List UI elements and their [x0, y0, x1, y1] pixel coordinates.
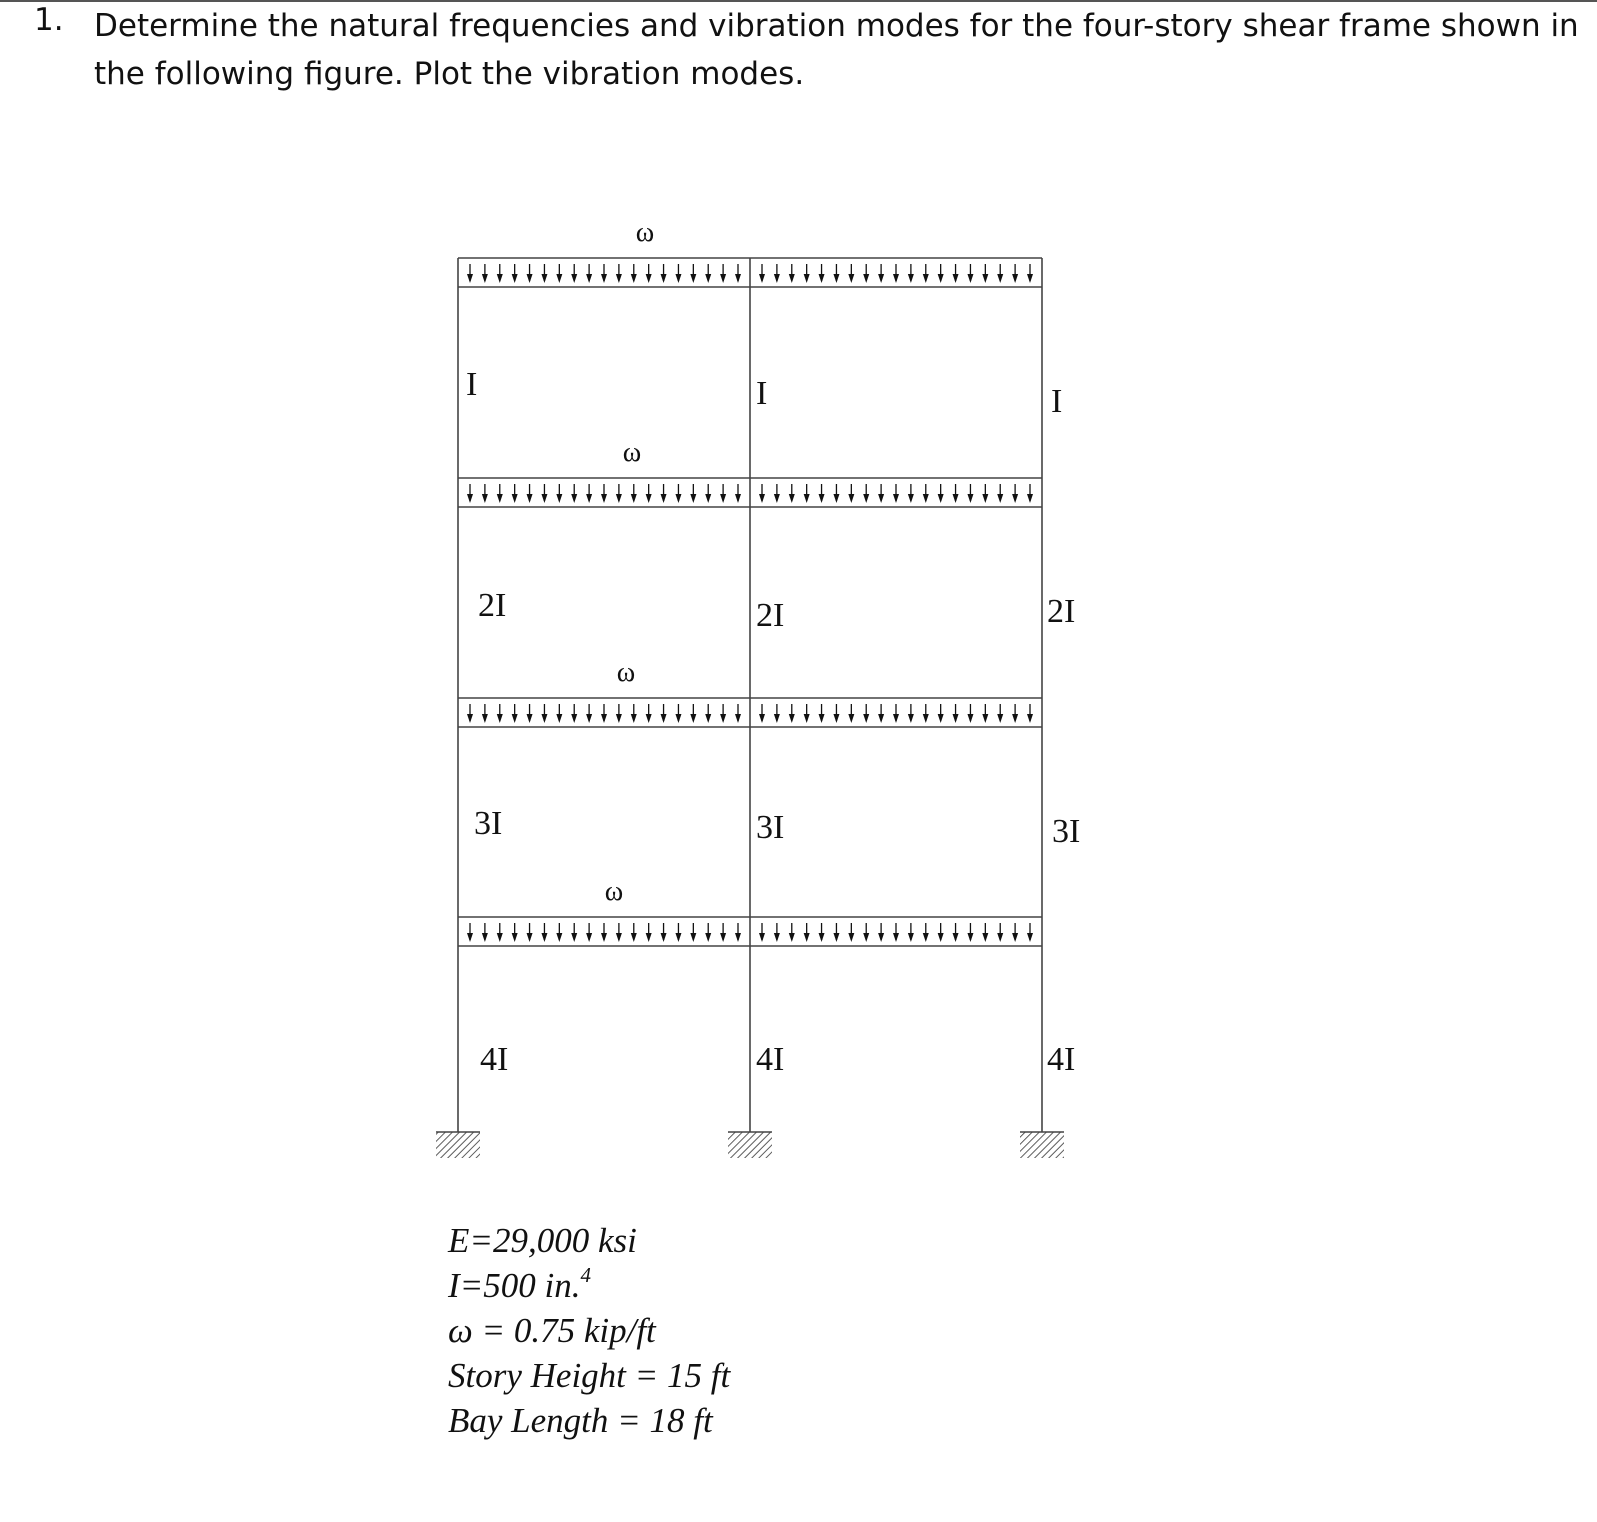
columns — [458, 258, 1042, 1132]
load-arrow-head — [646, 274, 652, 283]
load-arrow-head — [512, 933, 518, 942]
load-arrow-head — [863, 274, 869, 283]
load-arrow-head — [893, 714, 899, 723]
column-label-story-1-col-1: 4I — [480, 1041, 509, 1078]
load-arrow-head — [893, 933, 899, 942]
load-arrow-head — [938, 494, 944, 503]
load-arrow-head — [953, 274, 959, 283]
load-arrow-head — [893, 274, 899, 283]
load-arrow-head — [512, 274, 518, 283]
load-arrow-head — [878, 494, 884, 503]
load-arrow-head — [616, 933, 622, 942]
load-arrow-head — [527, 494, 533, 503]
load-arrow-head — [982, 714, 988, 723]
load-arrow-head — [541, 274, 547, 283]
load-arrow-head — [848, 274, 854, 283]
load-arrow-head — [616, 714, 622, 723]
load-arrow-head — [467, 494, 473, 503]
fixed-support-hatch-2 — [728, 1132, 772, 1158]
load-arrow-head — [878, 274, 884, 283]
property-bay-length: Bay Length = 18 ft — [448, 1401, 713, 1440]
column-label-story-3-col-1: 2I — [478, 587, 507, 624]
load-arrow-head — [863, 933, 869, 942]
load-arrow-head — [586, 274, 592, 283]
load-arrow-head — [541, 933, 547, 942]
load-arrow-head — [601, 714, 607, 723]
load-arrow-head — [705, 714, 711, 723]
load-arrow-head — [586, 714, 592, 723]
column-label-story-4-col-3: I — [1051, 383, 1063, 420]
load-arrow-head — [690, 933, 696, 942]
load-symbol-omega-2: ω — [622, 437, 642, 468]
load-arrow-head — [997, 274, 1003, 283]
load-arrow-head — [1027, 933, 1033, 942]
load-arrow-head — [759, 933, 765, 942]
load-arrow-head — [675, 714, 681, 723]
property-story-height: Story Height = 15 ft — [448, 1356, 731, 1395]
load-arrow-head — [527, 714, 533, 723]
load-arrow-head — [705, 494, 711, 503]
load-arrow-head — [571, 714, 577, 723]
load-arrow-head — [482, 933, 488, 942]
load-arrow-head — [819, 274, 825, 283]
load-arrow-head — [571, 274, 577, 283]
load-arrow-head — [497, 274, 503, 283]
load-arrow-head — [661, 714, 667, 723]
load-arrow-head — [923, 714, 929, 723]
load-arrow-head — [759, 494, 765, 503]
load-symbol-omega-3: ω — [616, 657, 636, 688]
load-arrow-head — [601, 494, 607, 503]
load-arrow-head — [720, 933, 726, 942]
load-arrow-head — [527, 933, 533, 942]
property-E: E=29,000 ksi — [448, 1221, 637, 1260]
property-I-exponent: 4 — [580, 1263, 591, 1287]
load-arrow-head — [705, 274, 711, 283]
load-arrow-head — [908, 933, 914, 942]
load-arrow-head — [541, 494, 547, 503]
load-arrow-head — [878, 714, 884, 723]
load-arrow-head — [967, 494, 973, 503]
load-arrow-head — [720, 494, 726, 503]
load-arrow-head — [804, 274, 810, 283]
load-arrow-head — [690, 274, 696, 283]
load-symbol-omega-4: ω — [604, 876, 624, 907]
question-line-2: the following figure. Plot the vibration modes. — [94, 56, 805, 92]
load-arrow-head — [863, 714, 869, 723]
load-arrow-head — [720, 714, 726, 723]
load-arrow-head — [923, 494, 929, 503]
load-arrow-head — [1012, 274, 1018, 283]
load-arrow-head — [953, 494, 959, 503]
load-arrow-head — [1027, 494, 1033, 503]
load-arrow-head — [705, 933, 711, 942]
load-arrow-head — [774, 933, 780, 942]
property-I-main: I=500 in. — [448, 1266, 581, 1305]
load-arrow-head — [908, 274, 914, 283]
property-I — [448, 1263, 730, 1308]
load-symbol-omega-1: ω — [635, 217, 655, 248]
column-label-story-1-col-2: 4I — [756, 1041, 785, 1078]
question-line-1: Determine the natural frequencies and vibration modes for the four-story shear frame shown in — [94, 8, 1579, 44]
load-arrow-head — [774, 274, 780, 283]
load-arrow-head — [759, 714, 765, 723]
load-arrow-head — [482, 494, 488, 503]
load-arrow-head — [556, 274, 562, 283]
load-arrow-head — [467, 274, 473, 283]
load-arrow-head — [735, 933, 741, 942]
load-arrow-head — [848, 714, 854, 723]
diagram-labels — [466, 217, 1080, 1078]
load-arrow-head — [804, 933, 810, 942]
load-arrow-head — [893, 494, 899, 503]
column-label-story-2-col-3: 3I — [1052, 813, 1081, 850]
load-arrow-head — [661, 494, 667, 503]
load-arrow-head — [789, 274, 795, 283]
load-arrow-head — [759, 274, 765, 283]
fixed-support-hatch-3 — [1020, 1132, 1064, 1158]
load-arrow-head — [804, 494, 810, 503]
load-arrow-head — [833, 494, 839, 503]
load-arrow-head — [735, 274, 741, 283]
load-arrow-head — [908, 494, 914, 503]
load-arrow-head — [631, 933, 637, 942]
load-arrow-head — [675, 494, 681, 503]
load-arrow-head — [556, 714, 562, 723]
load-arrow-head — [833, 714, 839, 723]
load-arrow-head — [908, 714, 914, 723]
load-arrow-head — [527, 274, 533, 283]
load-arrow-head — [1012, 714, 1018, 723]
load-arrow-head — [512, 494, 518, 503]
load-arrow-head — [735, 494, 741, 503]
load-arrow-head — [556, 494, 562, 503]
load-arrow-head — [690, 714, 696, 723]
load-arrow-head — [616, 274, 622, 283]
load-arrow-head — [938, 933, 944, 942]
load-arrow-head — [923, 933, 929, 942]
load-arrow-head — [586, 933, 592, 942]
load-arrow-head — [646, 714, 652, 723]
load-arrow-head — [953, 933, 959, 942]
load-arrow-head — [819, 714, 825, 723]
load-arrow-head — [571, 933, 577, 942]
load-arrow-head — [601, 933, 607, 942]
load-arrow-head — [967, 933, 973, 942]
load-arrow-head — [863, 494, 869, 503]
fixed-supports — [436, 1132, 1064, 1158]
load-arrow-head — [556, 933, 562, 942]
load-arrow-head — [616, 494, 622, 503]
question-number: 1. — [34, 2, 64, 38]
load-arrow-head — [497, 933, 503, 942]
load-arrow-head — [848, 933, 854, 942]
load-arrow-head — [833, 274, 839, 283]
load-arrow-head — [646, 933, 652, 942]
load-arrow-head — [953, 714, 959, 723]
load-arrow-head — [997, 494, 1003, 503]
load-arrow-head — [675, 933, 681, 942]
load-arrow-head — [482, 274, 488, 283]
load-arrow-head — [997, 714, 1003, 723]
load-arrow-head — [720, 274, 726, 283]
load-arrow-head — [774, 494, 780, 503]
load-arrow-head — [661, 933, 667, 942]
load-arrow-head — [804, 714, 810, 723]
load-arrow-head — [967, 274, 973, 283]
load-arrow-head — [774, 714, 780, 723]
load-arrow-head — [1027, 274, 1033, 283]
load-arrow-head — [646, 494, 652, 503]
load-arrow-head — [675, 274, 681, 283]
load-arrow-head — [997, 933, 1003, 942]
load-arrow-head — [923, 274, 929, 283]
load-arrow-head — [878, 933, 884, 942]
load-arrow-head — [1012, 494, 1018, 503]
column-label-story-2-col-1: 3I — [474, 805, 503, 842]
column-label-story-3-col-3: 2I — [1047, 593, 1076, 630]
load-arrow-head — [819, 494, 825, 503]
column-label-story-3-col-2: 2I — [756, 597, 785, 634]
properties-block — [448, 1218, 730, 1443]
load-arrow-head — [586, 494, 592, 503]
load-arrow-head — [467, 714, 473, 723]
load-arrow-head — [735, 714, 741, 723]
load-arrow-head — [631, 274, 637, 283]
load-arrow-head — [789, 714, 795, 723]
load-arrow-head — [848, 494, 854, 503]
load-arrow-head — [789, 933, 795, 942]
load-arrow-head — [967, 714, 973, 723]
load-arrow-head — [631, 714, 637, 723]
load-arrow-head — [601, 274, 607, 283]
column-label-story-1-col-3: 4I — [1047, 1041, 1076, 1078]
load-arrow-head — [1012, 933, 1018, 942]
load-arrow-head — [938, 274, 944, 283]
load-arrow-head — [938, 714, 944, 723]
load-arrow-head — [789, 494, 795, 503]
load-arrow-head — [497, 714, 503, 723]
load-arrow-head — [819, 933, 825, 942]
load-arrow-head — [982, 933, 988, 942]
load-arrow-head — [482, 714, 488, 723]
column-label-story-4-col-1: I — [466, 366, 478, 403]
load-arrow-head — [512, 714, 518, 723]
load-arrow-head — [541, 714, 547, 723]
fixed-support-hatch-1 — [436, 1132, 480, 1158]
load-arrow-head — [467, 933, 473, 942]
column-label-story-2-col-2: 3I — [756, 809, 785, 846]
load-arrow-head — [982, 274, 988, 283]
load-arrow-head — [631, 494, 637, 503]
load-arrow-head — [661, 274, 667, 283]
load-arrow-head — [497, 494, 503, 503]
property-w: ω = 0.75 kip/ft — [448, 1311, 656, 1350]
load-arrow-head — [982, 494, 988, 503]
load-arrow-head — [690, 494, 696, 503]
column-label-story-4-col-2: I — [756, 375, 768, 412]
load-arrow-head — [833, 933, 839, 942]
load-arrow-head — [571, 494, 577, 503]
load-arrow-head — [1027, 714, 1033, 723]
